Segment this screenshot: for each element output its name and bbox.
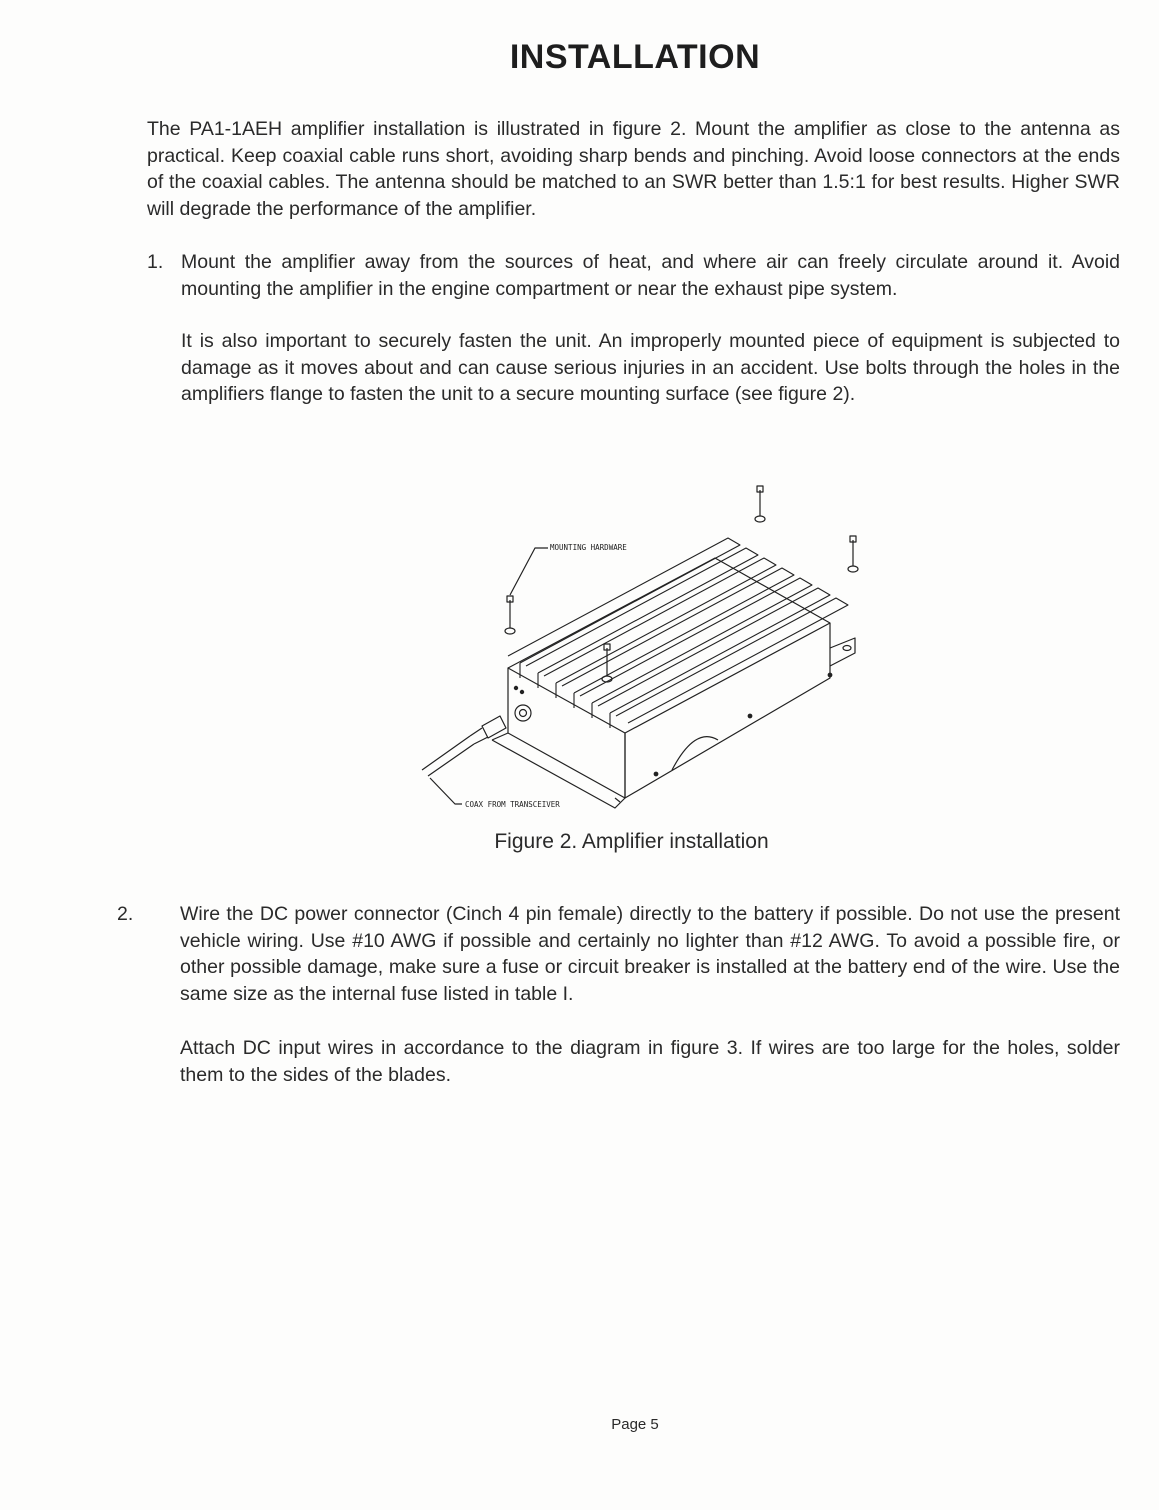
step-2-paragraph-2: Attach DC input wires in accordance to the diagram in figure 3. If wires are too large for the holes, solder them to the sides of the blades.	[180, 1037, 1120, 1086]
amplifier-front-face	[508, 668, 625, 798]
coax-cable	[422, 736, 474, 776]
label-mounting-hardware: MOUNTING HARDWARE	[550, 543, 627, 552]
step-2-number: 2.	[117, 903, 134, 925]
cooling-fins	[508, 538, 848, 728]
mounting-flange	[492, 638, 855, 808]
step-1-paragraph-2: It is also important to securely fasten the unit. An improperly mounted piece of equipment is subjected to damage as it moves about and can cause serious injuries in an accident. Use bolts through the holes in the amplifiers flange to fasten the unit to a secure mounting surface (see figure 2).	[181, 330, 1120, 405]
mounting-bolts	[505, 486, 858, 682]
step-1-number: 1.	[147, 251, 164, 273]
page-number: Page 5	[611, 1416, 659, 1433]
step-2-paragraph-1: Wire the DC power connector (Cinch 4 pin female) directly to the battery if possible. Do not use the present vehicle wiring. Use #10 AWG if possible and certainly no lighter than #12 AWG. To avoid a possible fire, or other possible damage, make sure a fuse or circuit breaker is installed at the battery end of the wire. Use the same size as the internal fuse listed in table I.	[180, 903, 1120, 1005]
coax-connector	[470, 716, 506, 744]
intro-paragraph: The PA1-1AEH amplifier installation is illustrated in figure 2. Mount the amplifier as close to the antenna as practical. Keep coaxial cable runs short, avoiding sharp bends and pinching. Avoid loose connectors at the ends of the coaxial cables. The antenna should be matched to an SWR better than 1.5:1 for best results. Higher SWR will degrade the performance of the amplifier.	[147, 118, 1120, 220]
amplifier-installation-figure	[410, 478, 880, 818]
figure-caption: Figure 2. Amplifier installation	[494, 830, 769, 853]
label-coax-from-transceiver: COAX FROM TRANSCEIVER	[465, 800, 560, 809]
step-1-paragraph-1: Mount the amplifier away from the sources of heat, and where air can freely circulate around it. Avoid mounting the amplifier in the engine compartment or near the exhaust pipe system.	[181, 251, 1120, 300]
page-title: INSTALLATION	[509, 38, 761, 76]
